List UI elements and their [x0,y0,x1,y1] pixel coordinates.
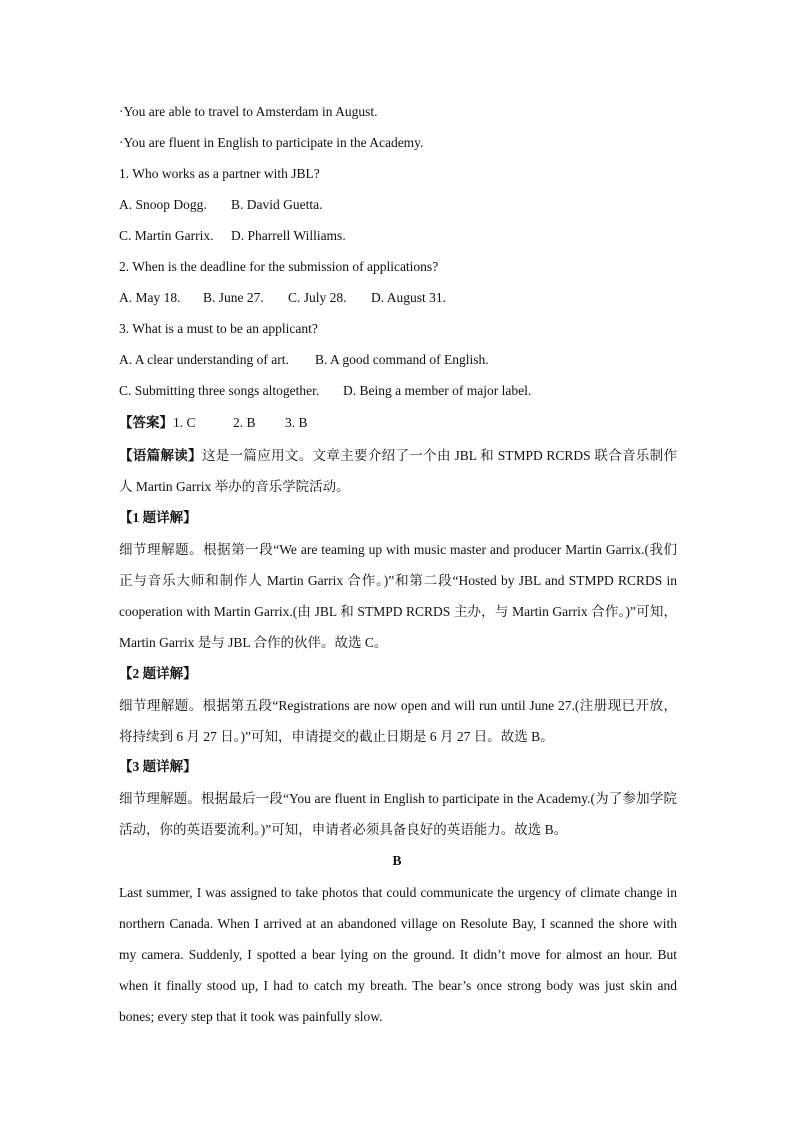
option-d: D. August 31. [371,290,447,305]
option-a: A. Snoop Dogg. [119,197,207,212]
bullet-english: ·You are fluent in English to participate in the Academy. [119,135,424,150]
question-1-options-row-1 [119,196,679,214]
question-1-stem: 1. Who works as a partner with JBL? [119,166,320,181]
explanation-1-title: 【1 题详解】 [119,510,197,525]
question-2-options-row-1 [119,289,679,307]
option-c: C. Martin Garrix. [119,228,214,243]
reading-paragraph [119,440,677,502]
option-b: B. June 27. [203,290,264,305]
option-b: B. A good command of English. [315,352,489,367]
option-b: B. David Guetta. [231,197,323,212]
option-c: C. July 28. [288,290,347,305]
option-d: D. Being a member of major label. [343,383,532,398]
bullet-travel: ·You are able to travel to Amsterdam in August. [119,104,378,119]
answer-1: 1. C [173,415,196,430]
option-a: A. May 18. [119,290,181,305]
question-2-stem: 2. When is the deadline for the submission of applications? [119,259,439,274]
question-3-options-row-1 [119,351,679,369]
answer-line [119,414,679,432]
explanation-3-title: 【3 题详解】 [119,759,197,774]
option-c: C. Submitting three songs altogether. [119,383,320,398]
explanation-2-text: 细节理解题。根据第五段“Registrations are now open and will run until June 27.(注册现已开放，将持续到 6 月 27 日。)”可知，申请提交的截止日期是 6 月 27 日。故选 B。 [119,698,677,744]
option-a: A. A clear understanding of art. [119,352,289,367]
section-b-heading: B [392,853,402,868]
question-3-options-row-2 [119,382,679,400]
question-1-options-row-2 [119,227,679,245]
explanation-3-text: 细节理解题。根据最后一段“You are fluent in English to participate in the Academy.(为了参加学院活动，你的英语要流利。)”可知，申请者必须具备良好的英语能力。故选 B。 [119,791,677,837]
explanation-1-text: 细节理解题。根据第一段“We are teaming up with music master and producer Martin Garrix.(我们正与音乐大师和制作人 Martin Garrix 合作。)”和第二段“Hosted by JBL and STMPD RCRDS in cooperation with Martin Garrix.(由 JBL 和 STMPD RCRDS 主办，与 Martin Garrix 合作。)”可知，Martin Garrix 是与 JBL 合作的伙伴。故选 C。 [119,542,677,650]
answer-label: 【答案】 [119,415,173,430]
section-b-passage: Last summer, I was assigned to take photos that could communicate the urgency of climate change in northern Canada. When I arrived at an abandoned village on Resolute Bay, I scanned the shore with my camera. Suddenly, I spotted a bear lying on the ground. It didn’t move for almost an hour. But when it finally stood up, I had to catch my breath. The bear’s once strong body was just skin and bones; every step that it took was painfully slow. [119,885,677,1024]
reading-text: 这是一篇应用文。文章主要介绍了一个由 JBL 和 STMPD RCRDS 联合音乐制作人 Martin Garrix 举办的音乐学院活动。 [119,448,678,494]
answer-3: 3. B [285,415,308,430]
answer-2: 2. B [233,415,256,430]
question-3-stem: 3. What is a must to be an applicant? [119,321,318,336]
reading-label: 【语篇解读】 [119,448,202,463]
explanation-2-title: 【2 题详解】 [119,666,197,681]
option-d: D. Pharrell Williams. [231,228,346,243]
